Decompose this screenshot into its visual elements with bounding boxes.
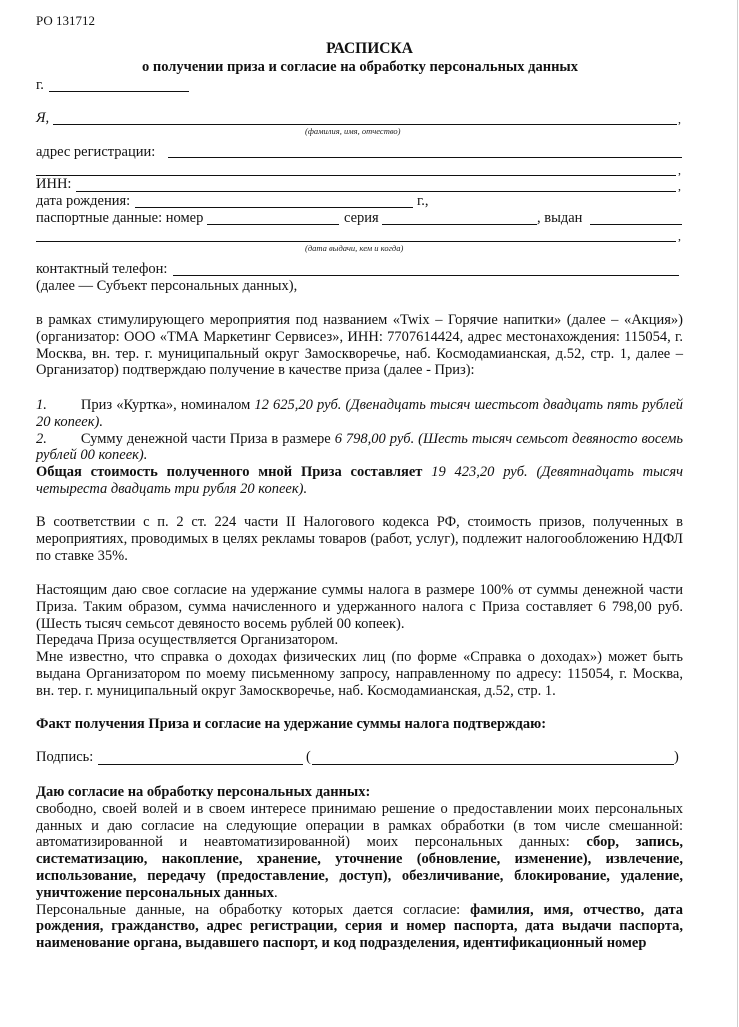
pd-data-list — [36, 902, 683, 952]
birth-label: дата рождения: — [36, 193, 131, 209]
pd-data-label: Персональные данные, на обработку которых дается согласие: — [36, 901, 471, 918]
birth-date-field[interactable] — [135, 207, 413, 208]
phone-field[interactable] — [173, 275, 679, 276]
comma: , — [678, 112, 681, 126]
comma: , — [678, 229, 681, 243]
prize-transfer-text: Передача Приза осуществляется Организатором. — [36, 632, 339, 649]
intro-paragraph — [36, 312, 683, 379]
tax-paragraph — [36, 514, 683, 564]
signature-label: Подпись: — [36, 749, 94, 765]
subject-note: (далее — Субъект персональных данных), — [36, 278, 298, 294]
fio-caption: (фамилия, имя, отчество) — [305, 126, 401, 136]
signature-field[interactable] — [98, 764, 303, 765]
inn-label: ИНН: — [36, 176, 72, 192]
passport-label: паспортные данные: номер — [36, 210, 204, 226]
passport-number-field[interactable] — [207, 224, 339, 225]
issued-field-2[interactable] — [36, 241, 676, 242]
fio-field[interactable] — [53, 124, 677, 125]
tax-consent-block — [36, 582, 683, 700]
city-field[interactable] — [49, 91, 189, 92]
address-label: адрес регистрации: — [36, 144, 156, 160]
total-label: Общая стоимость полученного мной Приза составляет — [36, 464, 432, 481]
phone-label: контактный телефон: — [36, 261, 168, 277]
prize-item-2 — [36, 431, 683, 465]
close-paren: ) — [674, 749, 679, 765]
inn-field[interactable] — [76, 191, 676, 192]
birth-suffix: г., — [417, 193, 429, 209]
prize-amount: 6 798,00 руб. (Шесть тысяч семьсот девяносто восемь рублей 00 копеек). — [36, 430, 683, 464]
open-paren: ( — [306, 749, 311, 765]
comma: , — [678, 163, 681, 177]
document-subtitle: о получении приза и согласие на обработку персональных данных — [142, 59, 578, 75]
series-label: серия — [344, 210, 379, 226]
address-field-2[interactable] — [36, 175, 676, 176]
confirm-heading: Факт получения Приза и согласие на удержание суммы налога подтверждаю: — [36, 716, 547, 732]
total-line — [36, 464, 683, 498]
prize-amount: 12 625,20 руб. (Двенадцать тысяч шестьсот двадцать пять рублей 20 копеек). — [36, 397, 683, 430]
pd-data-items: фамилия, имя, отчество, дата рождения, гражданство, адрес регистрации, серия и номер паспорта, дата выдачи паспорта, наименование органа, выдавшего паспорт, и код подразделения, идентификационный номер — [36, 901, 684, 952]
pd-consent-operations — [36, 801, 683, 902]
prize-item-1 — [36, 397, 683, 431]
prize-list — [36, 397, 683, 498]
i-label: Я, — [36, 110, 50, 126]
issued-label: , выдан — [537, 210, 583, 226]
tax-text: В соответствии с п. 2 ст. 224 части II Налогового кодекса РФ, стоимость призов, полученных в мероприятиях, проводимых в целях рекламы товаров (работ, услуг), подлежит налогообложению НДФЛ по ставке 35%. — [36, 514, 683, 564]
prize-number: 1. — [36, 397, 47, 413]
signature-name-field[interactable] — [312, 764, 674, 765]
pd-consent-block — [36, 784, 683, 952]
period: . — [273, 884, 278, 901]
address-field-1[interactable] — [168, 157, 682, 158]
prize-text: Приз «Куртка», номиналом — [80, 397, 255, 413]
pd-operations: сбор, запись, систематизацию, накопление, хранение, уточнение (обновление, изменение), извлечение, использование, передачу (предоставление, доступ), обезличивание, блокирование, удаление, уничтожение персональных данных — [36, 834, 683, 901]
issued-caption: (дата выдачи, кем и когда) — [305, 243, 404, 253]
prize-number: 2. — [36, 430, 47, 447]
intro-text: в рамках стимулирующего мероприятия под названием «Twix – Горячие напитки» (далее – «Акция») (организатор: ООО «ТМА Маркетинг Сервисез», ИНН: 7707614424, адрес местонахождения: 115054, г. Москва, вн. тер. г. муниципальный округ Замоскворечье, наб. Космодамианская, д.52, стр. 1, далее – Организатор) подтверждаю получение в качестве приза (далее - Приз): — [36, 312, 683, 379]
tax-consent-text: Настоящим даю свое согласие на удержание суммы налога в размере 100% от суммы денежной части Приза. Таким образом, сумма начисленного и удержанного налога с Приза составляет 6 798,00 руб. (Шесть тысяч семьсот девяносто восемь рублей 00 копеек). — [36, 582, 683, 632]
income-certificate-text: Мне известно, что справка о доходах физических лиц (по форме «Справка о доходах») может быть выдана Организатором по моему письменному запросу, направленному по адресу: 115054, г. Москва, вн. тер. г. муниципальный округ Замоскворечье, наб. Космодамианская, д.52, стр. 1. — [36, 649, 683, 699]
document-title: РАСПИСКА — [326, 40, 413, 57]
issued-field-1[interactable] — [590, 224, 682, 225]
city-label: г. — [36, 77, 44, 93]
pd-consent-text: свободно, своей волей и в своем интересе принимаю решение о предоставлении моих персональных данных и даю согласие на следующие операции в рамках обработки (в том числе смешанной: автоматизированной и неавтоматизированной) моих персональных данных: — [36, 800, 683, 851]
document-code: РО 131712 — [36, 13, 96, 28]
prize-text: Сумму денежной части Приза в размере — [80, 430, 335, 447]
pd-consent-heading: Даю согласие на обработку персональных данных: — [36, 784, 371, 800]
total-amount: 19 423,20 руб. (Девятнадцать тысяч четыреста двадцать три рубля 20 копеек). — [36, 464, 683, 497]
passport-series-field[interactable] — [382, 224, 537, 225]
comma: , — [678, 179, 681, 193]
